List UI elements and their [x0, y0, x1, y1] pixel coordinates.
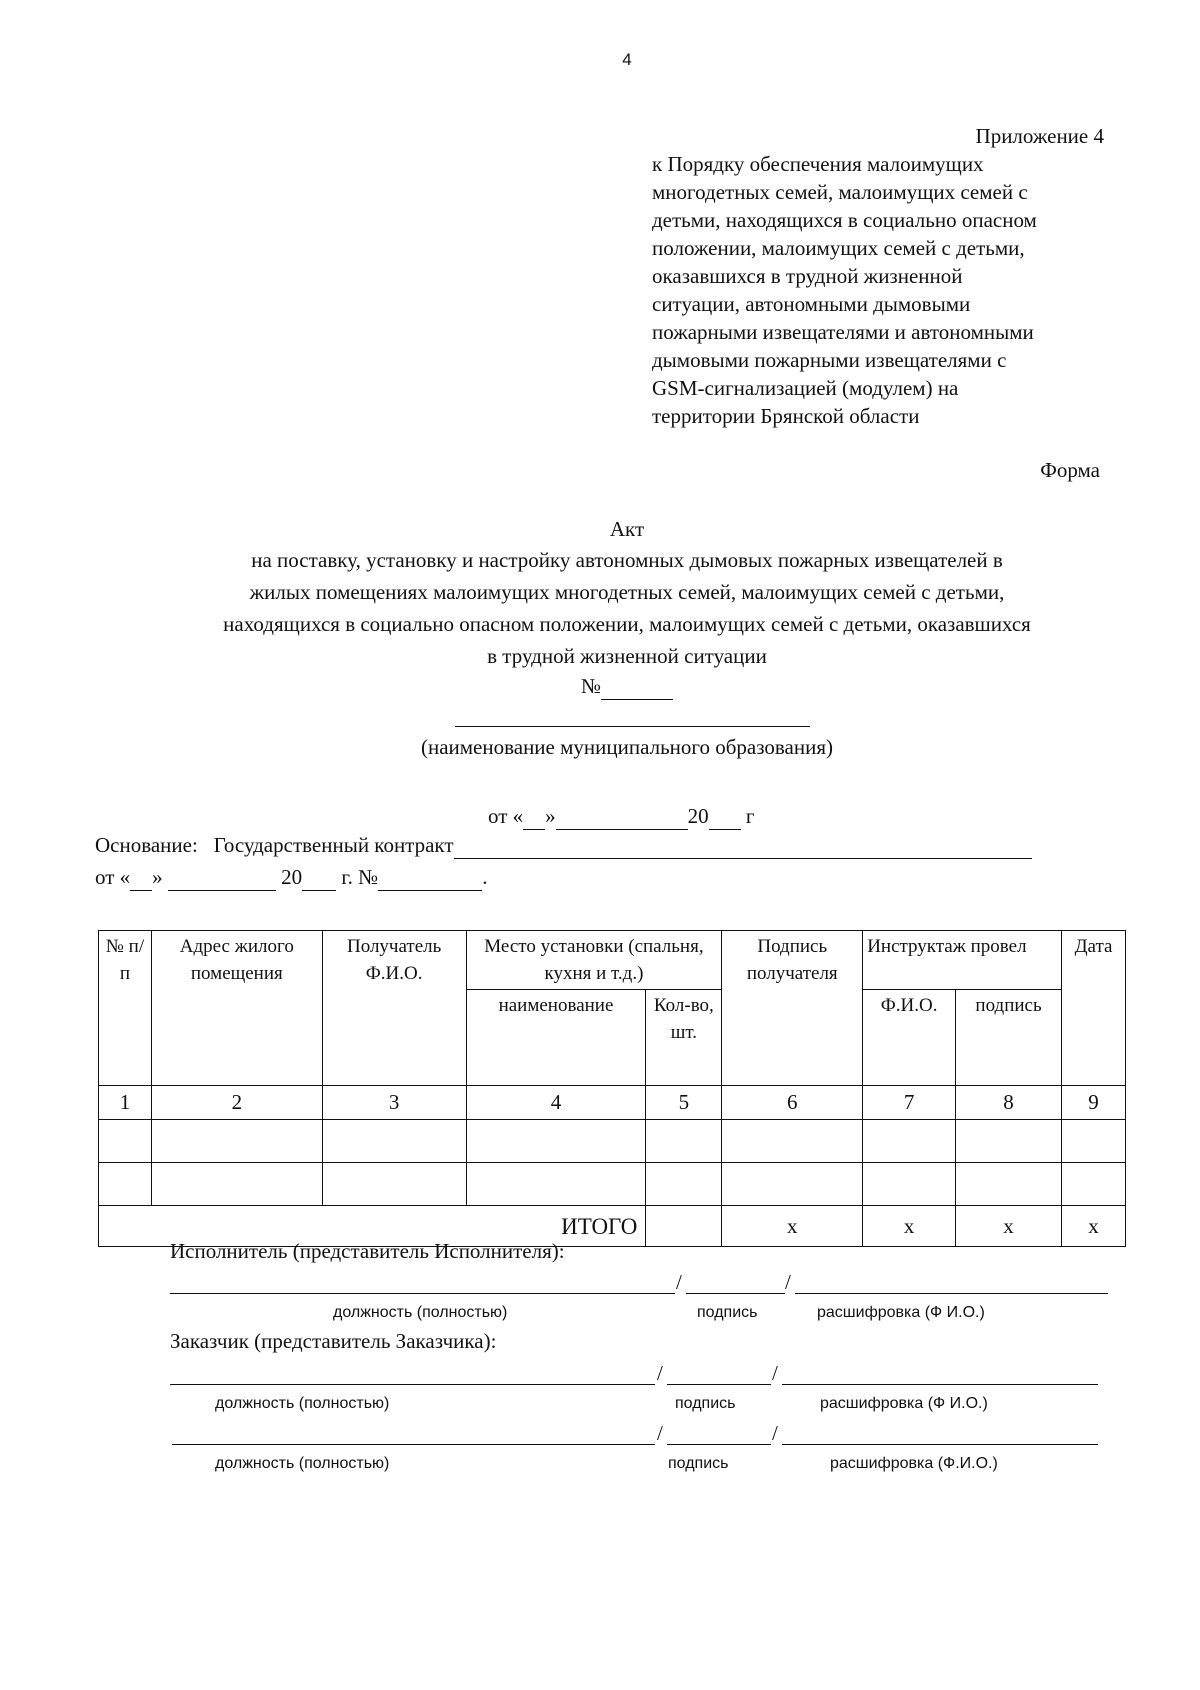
act-date	[488, 804, 755, 830]
decode-caption: расшифровка (Ф И.О.)	[820, 1395, 988, 1412]
decode-caption: расшифровка (Ф.И.О.)	[830, 1455, 998, 1472]
header-num: № п/п	[99, 931, 152, 1086]
contract-blank[interactable]	[454, 833, 1032, 859]
table-row[interactable]	[99, 1120, 1126, 1163]
header-instr-sign: подпись	[956, 990, 1062, 1086]
executor-position-line[interactable]	[170, 1293, 675, 1294]
basis2-number-label: г. №	[341, 865, 379, 889]
column-number: 3	[322, 1086, 466, 1120]
header-recipient: Получатель Ф.И.О.	[322, 931, 466, 1086]
table-cell[interactable]	[99, 1120, 152, 1163]
act-number	[0, 674, 1200, 700]
appendix-line: GSM-сигнализацией (модулем) на	[652, 376, 959, 400]
table-cell[interactable]	[466, 1163, 646, 1206]
signature-caption: подпись	[668, 1455, 729, 1472]
municipality-blank[interactable]	[455, 726, 810, 727]
table-cell[interactable]	[956, 1120, 1062, 1163]
date-year: 20	[687, 804, 709, 828]
total-label: ИТОГО	[99, 1206, 646, 1247]
municipality-caption: (наименование муниципального образования)	[420, 735, 834, 759]
month-blank[interactable]	[556, 804, 688, 830]
header-place-name: наименование	[466, 990, 646, 1086]
slash: /	[785, 1270, 791, 1294]
table-cell[interactable]	[722, 1120, 863, 1163]
header-place: Место установки (спальня, кухня и т.д.)	[466, 931, 722, 990]
appendix-line: ситуации, автономными дымовыми	[652, 292, 971, 316]
act-title: Акт	[609, 517, 645, 541]
customer2-signature-line[interactable]	[667, 1444, 771, 1445]
column-number: 2	[151, 1086, 322, 1120]
appendix-line: многодетных семей, малоимущих семей с	[652, 180, 1028, 204]
page-number: 4	[622, 50, 632, 69]
table-row[interactable]	[99, 1163, 1126, 1206]
customer2-position-line[interactable]	[172, 1444, 655, 1445]
date-suffix: г	[745, 804, 755, 828]
table-cell[interactable]	[151, 1120, 322, 1163]
slash: /	[657, 1421, 663, 1445]
date-mid: »	[545, 804, 556, 828]
appendix-line: территории Брянской области	[652, 404, 920, 428]
table-cell[interactable]	[151, 1163, 322, 1206]
header-instruction: Инструктаж провел	[863, 931, 1062, 990]
position-caption: должность (полностью)	[215, 1395, 390, 1412]
appendix-title: Приложение 4	[975, 124, 1104, 148]
column-number: 1	[99, 1086, 152, 1120]
table-cell[interactable]	[863, 1120, 956, 1163]
position-caption: должность (полностью)	[215, 1455, 390, 1472]
appendix-line: к Порядку обеспечения малоимущих	[652, 152, 984, 176]
act-subtitle-line: жилых помещениях малоимущих многодетных семей, малоимущих семей с детьми,	[249, 580, 1005, 604]
appendix-line: пожарными извещателями и автономными	[652, 320, 1034, 344]
table-cell[interactable]	[863, 1163, 956, 1206]
basis2-number-blank[interactable]	[378, 865, 482, 891]
customer2-decode-line[interactable]	[782, 1444, 1098, 1445]
table-cell[interactable]	[322, 1120, 466, 1163]
slash: /	[657, 1361, 663, 1385]
decode-caption: расшифровка (Ф И.О.)	[817, 1304, 985, 1321]
position-caption: должность (полностью)	[333, 1304, 508, 1321]
form-label: Форма	[1040, 458, 1100, 482]
signature-caption: подпись	[675, 1395, 736, 1412]
table-cell[interactable]	[1062, 1120, 1126, 1163]
appendix-block	[652, 122, 1122, 430]
basis2-prefix: от «	[95, 865, 131, 889]
column-number: 9	[1062, 1086, 1126, 1120]
appendix-line: положении, малоимущих семей с детьми,	[652, 236, 1025, 260]
basis-text: Государственный контракт	[213, 833, 454, 857]
appendix-line: оказавшихся в трудной жизненной	[652, 264, 963, 288]
table-cell[interactable]	[322, 1163, 466, 1206]
customer-position-line[interactable]	[170, 1384, 655, 1385]
total-mark: х	[956, 1206, 1062, 1247]
basis-label: Основание:	[95, 833, 198, 857]
act-subtitle-line: на поставку, установку и настройку автономных дымовых пожарных извещателей в	[251, 548, 1003, 572]
date-prefix: от «	[488, 804, 524, 828]
total-mark: х	[1062, 1206, 1126, 1247]
column-number-row	[99, 1086, 1126, 1120]
customer-heading: Заказчик (представитель Заказчика):	[170, 1329, 497, 1353]
header-address: Адрес жилого помещения	[151, 931, 322, 1086]
executor-signature-line[interactable]	[686, 1293, 785, 1294]
table-cell[interactable]	[722, 1163, 863, 1206]
total-mark: х	[863, 1206, 956, 1247]
column-number: 6	[722, 1086, 863, 1120]
header-signature: Подпись получателя	[722, 931, 863, 1086]
header-place-qty: Кол-во, шт.	[646, 990, 722, 1086]
table-cell[interactable]	[1062, 1163, 1126, 1206]
day-blank[interactable]	[523, 804, 545, 830]
customer-signature-line[interactable]	[667, 1384, 771, 1385]
year-blank[interactable]	[709, 804, 741, 830]
slash: /	[772, 1361, 778, 1385]
slash: /	[772, 1421, 778, 1445]
table-cell[interactable]	[466, 1120, 646, 1163]
total-qty-cell[interactable]	[646, 1206, 722, 1247]
customer-decode-line[interactable]	[782, 1384, 1098, 1385]
basis2-end: .	[482, 865, 488, 889]
column-number: 5	[646, 1086, 722, 1120]
appendix-line: дымовыми пожарными извещателями с	[652, 348, 1007, 372]
table-cell[interactable]	[646, 1120, 722, 1163]
basis2-year-blank[interactable]	[302, 865, 336, 891]
act-subtitle	[120, 544, 1134, 672]
basis2-month-blank[interactable]	[168, 865, 276, 891]
slash: /	[676, 1270, 682, 1294]
act-subtitle-line: находящихся в социально опасном положении, малоимущих семей с детьми, оказавшихся	[223, 612, 1031, 636]
act-subtitle-line: в трудной жизненной ситуации	[487, 644, 767, 668]
basis2-day-blank[interactable]	[130, 865, 152, 891]
act-table	[98, 930, 1126, 1247]
basis-line	[95, 833, 1113, 859]
basis2-mid: »	[152, 865, 163, 889]
number-blank[interactable]	[601, 674, 673, 700]
table-cell[interactable]	[956, 1163, 1062, 1206]
column-number: 4	[466, 1086, 646, 1120]
basis-date-line	[95, 865, 487, 891]
column-number: 7	[863, 1086, 956, 1120]
header-instr-name: Ф.И.О.	[863, 990, 956, 1086]
signature-caption: подпись	[697, 1304, 758, 1321]
appendix-line: детьми, находящихся в социально опасном	[652, 208, 1037, 232]
column-number: 8	[956, 1086, 1062, 1120]
basis2-year: 20	[281, 865, 303, 889]
table-cell[interactable]	[99, 1163, 152, 1206]
executor-decode-line[interactable]	[795, 1293, 1108, 1294]
header-date: Дата	[1062, 931, 1126, 1086]
number-label: №	[580, 674, 602, 698]
executor-heading: Исполнитель (представитель Исполнителя):	[170, 1239, 565, 1263]
total-mark: х	[722, 1206, 863, 1247]
table-cell[interactable]	[646, 1163, 722, 1206]
